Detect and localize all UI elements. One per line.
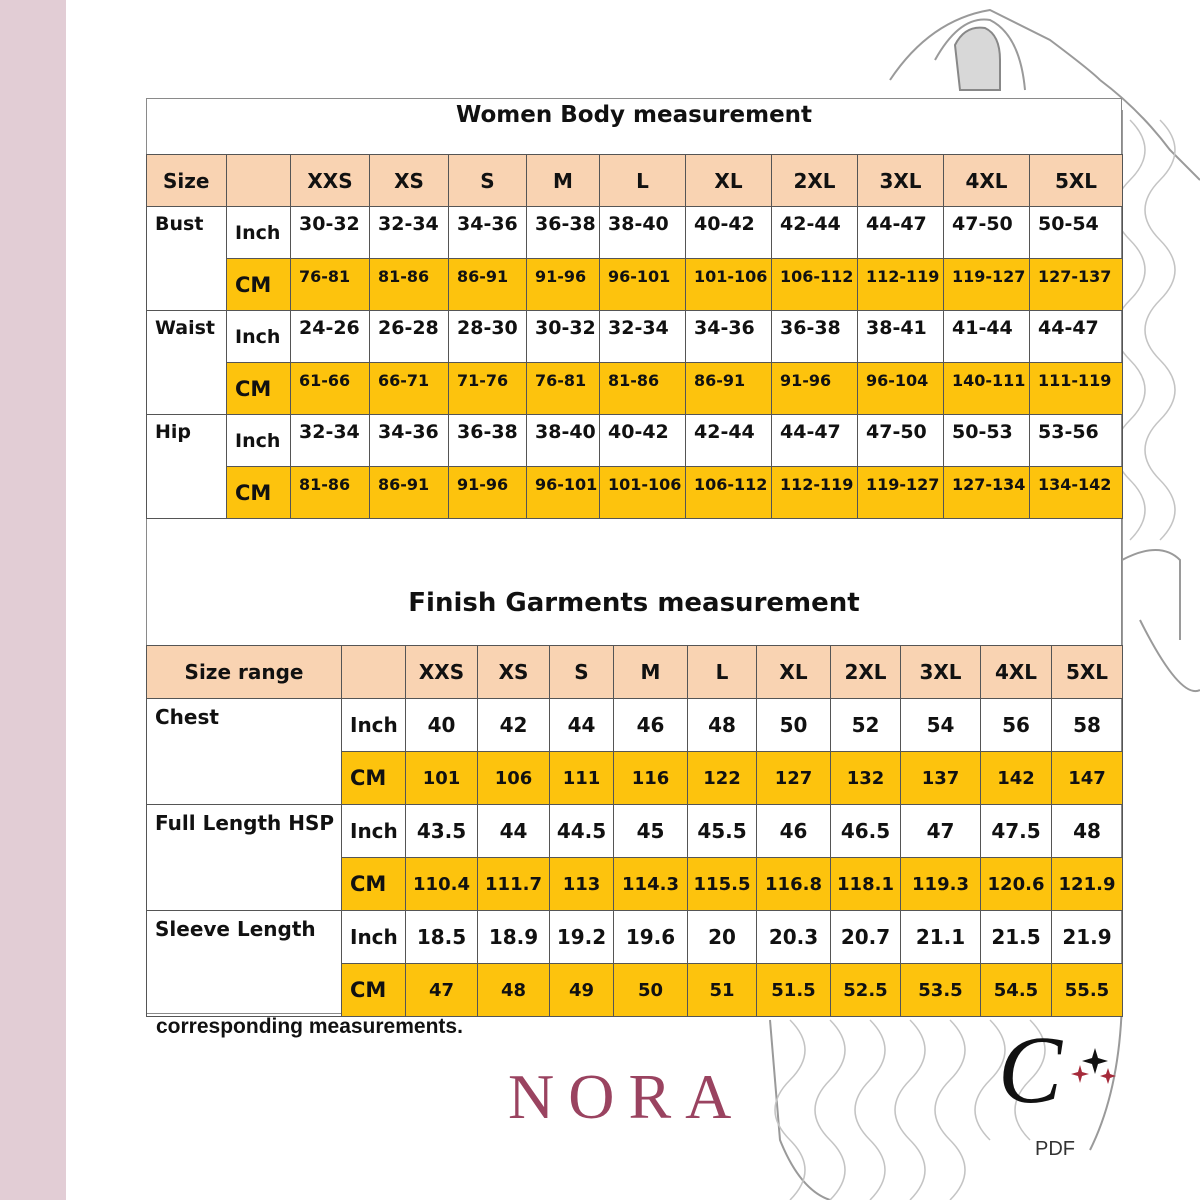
body-measurement-table [146,154,1123,519]
measurement-label-cell: Hip [147,415,227,467]
value-cell: 112-119 [858,259,944,311]
value-cell: 111 [550,752,614,805]
value-cell: 51 [688,964,757,1017]
value-cell: 50 [757,699,831,752]
value-cell: 61-66 [291,363,370,415]
value-cell: 111-119 [1030,363,1123,415]
value-cell: 76-81 [291,259,370,311]
value-cell: 47 [406,964,478,1017]
value-cell: 53.5 [901,964,981,1017]
value-cell: 54 [901,699,981,752]
value-cell: 106-112 [686,467,772,519]
measurement-label-spacer [147,467,227,519]
value-cell: 20.3 [757,911,831,964]
value-cell: 106 [478,752,550,805]
header-size-cell: XXS [406,646,478,699]
value-cell: 38-40 [600,207,686,259]
value-cell: 36-38 [527,207,600,259]
value-cell: 45.5 [688,805,757,858]
value-cell: 21.1 [901,911,981,964]
table-header-row [147,646,1123,699]
value-cell: 119-127 [858,467,944,519]
value-cell: 119.3 [901,858,981,911]
measurement-cm-row [147,964,1123,1017]
header-size-cell: S [550,646,614,699]
value-cell: 48 [1052,805,1123,858]
header-size-cell: 4XL [944,155,1030,207]
value-cell: 40 [406,699,478,752]
value-cell: 38-40 [527,415,600,467]
value-cell: 71-76 [449,363,527,415]
header-size-cell: 3XL [858,155,944,207]
value-cell: 42-44 [686,415,772,467]
measurement-label-spacer [147,363,227,415]
value-cell: 51.5 [757,964,831,1017]
value-cell: 119-127 [944,259,1030,311]
unit-cell: Inch [342,699,406,752]
value-cell: 81-86 [370,259,449,311]
value-cell: 26-28 [370,311,449,363]
value-cell: 55.5 [1052,964,1123,1017]
value-cell: 96-104 [858,363,944,415]
value-cell: 50 [614,964,688,1017]
value-cell: 32-34 [600,311,686,363]
header-size-cell: 5XL [1052,646,1123,699]
header-size-cell [342,646,406,699]
measurement-inch-row [147,207,1123,259]
value-cell: 34-36 [370,415,449,467]
header-size-cell: S [449,155,527,207]
value-cell: 110.4 [406,858,478,911]
unit-cell: CM [342,752,406,805]
value-cell: 30-32 [291,207,370,259]
value-cell: 113 [550,858,614,911]
side-color-strip [0,0,66,1200]
value-cell: 32-34 [291,415,370,467]
value-cell: 76-81 [527,363,600,415]
measurement-inch-row [147,805,1123,858]
value-cell: 101 [406,752,478,805]
value-cell: 44 [478,805,550,858]
value-cell: 34-36 [449,207,527,259]
header-size-cell [227,155,291,207]
value-cell: 132 [831,752,901,805]
value-cell: 30-32 [527,311,600,363]
value-cell: 116 [614,752,688,805]
value-cell: 41-44 [944,311,1030,363]
header-size-cell: 4XL [981,646,1052,699]
header-size-cell: 2XL [831,646,901,699]
unit-cell: CM [227,363,291,415]
unit-cell: Inch [227,207,291,259]
measurement-label-cell: Bust [147,207,227,259]
value-cell: 54.5 [981,964,1052,1017]
measurement-label-spacer [147,752,342,805]
value-cell: 91-96 [772,363,858,415]
value-cell: 81-86 [600,363,686,415]
value-cell: 44-47 [858,207,944,259]
value-cell: 40-42 [600,415,686,467]
value-cell: 66-71 [370,363,449,415]
measurement-label-cell: Waist [147,311,227,363]
value-cell: 44-47 [1030,311,1123,363]
value-cell: 40-42 [686,207,772,259]
value-cell: 121.9 [1052,858,1123,911]
body-table-title: Women Body measurement [455,102,813,128]
footnote-text: corresponding measurements. [156,1015,463,1038]
value-cell: 114.3 [614,858,688,911]
value-cell: 86-91 [686,363,772,415]
header-label-cell: Size [147,155,227,207]
header-size-cell: XXS [291,155,370,207]
value-cell: 47 [901,805,981,858]
brand-wordmark: NORA [508,1061,746,1132]
value-cell: 101-106 [686,259,772,311]
measurement-cm-row [147,752,1123,805]
value-cell: 19.2 [550,911,614,964]
unit-cell: Inch [227,311,291,363]
value-cell: 18.5 [406,911,478,964]
value-cell: 116.8 [757,858,831,911]
value-cell: 49 [550,964,614,1017]
value-cell: 101-106 [600,467,686,519]
header-label-cell: Size range [147,646,342,699]
value-cell: 20.7 [831,911,901,964]
c-sparkle-logo-icon [990,1010,1130,1120]
value-cell: 81-86 [291,467,370,519]
value-cell: 48 [688,699,757,752]
value-cell: 134-142 [1030,467,1123,519]
value-cell: 142 [981,752,1052,805]
value-cell: 111.7 [478,858,550,911]
unit-cell: CM [342,964,406,1017]
header-size-cell: 2XL [772,155,858,207]
measurement-label-spacer [147,858,342,911]
header-size-cell: XS [370,155,449,207]
value-cell: 86-91 [370,467,449,519]
header-size-cell: L [688,646,757,699]
value-cell: 44-47 [772,415,858,467]
value-cell: 137 [901,752,981,805]
value-cell: 106-112 [772,259,858,311]
unit-cell: Inch [342,911,406,964]
header-size-cell: M [614,646,688,699]
value-cell: 112-119 [772,467,858,519]
unit-cell: CM [342,858,406,911]
measurement-inch-row [147,311,1123,363]
value-cell: 118.1 [831,858,901,911]
value-cell: 86-91 [449,259,527,311]
value-cell: 38-41 [858,311,944,363]
header-size-cell: XL [757,646,831,699]
value-cell: 91-96 [449,467,527,519]
header-size-cell: XL [686,155,772,207]
value-cell: 53-56 [1030,415,1123,467]
unit-cell: Inch [342,805,406,858]
value-cell: 46 [757,805,831,858]
value-cell: 44.5 [550,805,614,858]
measurement-cm-row [147,259,1123,311]
header-size-cell: M [527,155,600,207]
measurement-inch-row [147,699,1123,752]
value-cell: 127-137 [1030,259,1123,311]
value-cell: 19.6 [614,911,688,964]
measurement-label-spacer [147,259,227,311]
table-header-row [147,155,1123,207]
value-cell: 50-54 [1030,207,1123,259]
value-cell: 34-36 [686,311,772,363]
header-size-cell: 5XL [1030,155,1123,207]
value-cell: 47-50 [858,415,944,467]
value-cell: 127 [757,752,831,805]
value-cell: 36-38 [449,415,527,467]
value-cell: 32-34 [370,207,449,259]
header-size-cell: L [600,155,686,207]
value-cell: 115.5 [688,858,757,911]
value-cell: 21.9 [1052,911,1123,964]
value-cell: 96-101 [527,467,600,519]
value-cell: 46.5 [831,805,901,858]
measurement-inch-row [147,415,1123,467]
value-cell: 58 [1052,699,1123,752]
value-cell: 42-44 [772,207,858,259]
value-cell: 91-96 [527,259,600,311]
value-cell: 18.9 [478,911,550,964]
garment-table-title: Finish Garments measurement [408,588,860,618]
unit-cell: CM [227,467,291,519]
value-cell: 42 [478,699,550,752]
unit-cell: CM [227,259,291,311]
unit-cell: Inch [227,415,291,467]
value-cell: 120.6 [981,858,1052,911]
value-cell: 56 [981,699,1052,752]
measurement-label-spacer [147,964,342,1017]
value-cell: 96-101 [600,259,686,311]
value-cell: 140-111 [944,363,1030,415]
header-size-cell: 3XL [901,646,981,699]
value-cell: 50-53 [944,415,1030,467]
measurement-label-cell: Sleeve Length [147,911,342,964]
value-cell: 127-134 [944,467,1030,519]
value-cell: 24-26 [291,311,370,363]
value-cell: 36-38 [772,311,858,363]
value-cell: 45 [614,805,688,858]
value-cell: 147 [1052,752,1123,805]
measurement-label-cell: Full Length HSP [147,805,342,858]
value-cell: 52 [831,699,901,752]
value-cell: 52.5 [831,964,901,1017]
value-cell: 48 [478,964,550,1017]
logo-letter: C [998,1016,1063,1120]
pdf-label: PDF [1035,1138,1075,1160]
measurement-cm-row [147,858,1123,911]
value-cell: 47-50 [944,207,1030,259]
value-cell: 44 [550,699,614,752]
value-cell: 21.5 [981,911,1052,964]
value-cell: 43.5 [406,805,478,858]
value-cell: 28-30 [449,311,527,363]
garment-measurement-table [146,645,1123,1017]
value-cell: 47.5 [981,805,1052,858]
value-cell: 122 [688,752,757,805]
value-cell: 46 [614,699,688,752]
measurement-cm-row [147,467,1123,519]
header-size-cell: XS [478,646,550,699]
value-cell: 20 [688,911,757,964]
measurement-inch-row [147,911,1123,964]
measurement-label-cell: Chest [147,699,342,752]
measurement-cm-row [147,363,1123,415]
